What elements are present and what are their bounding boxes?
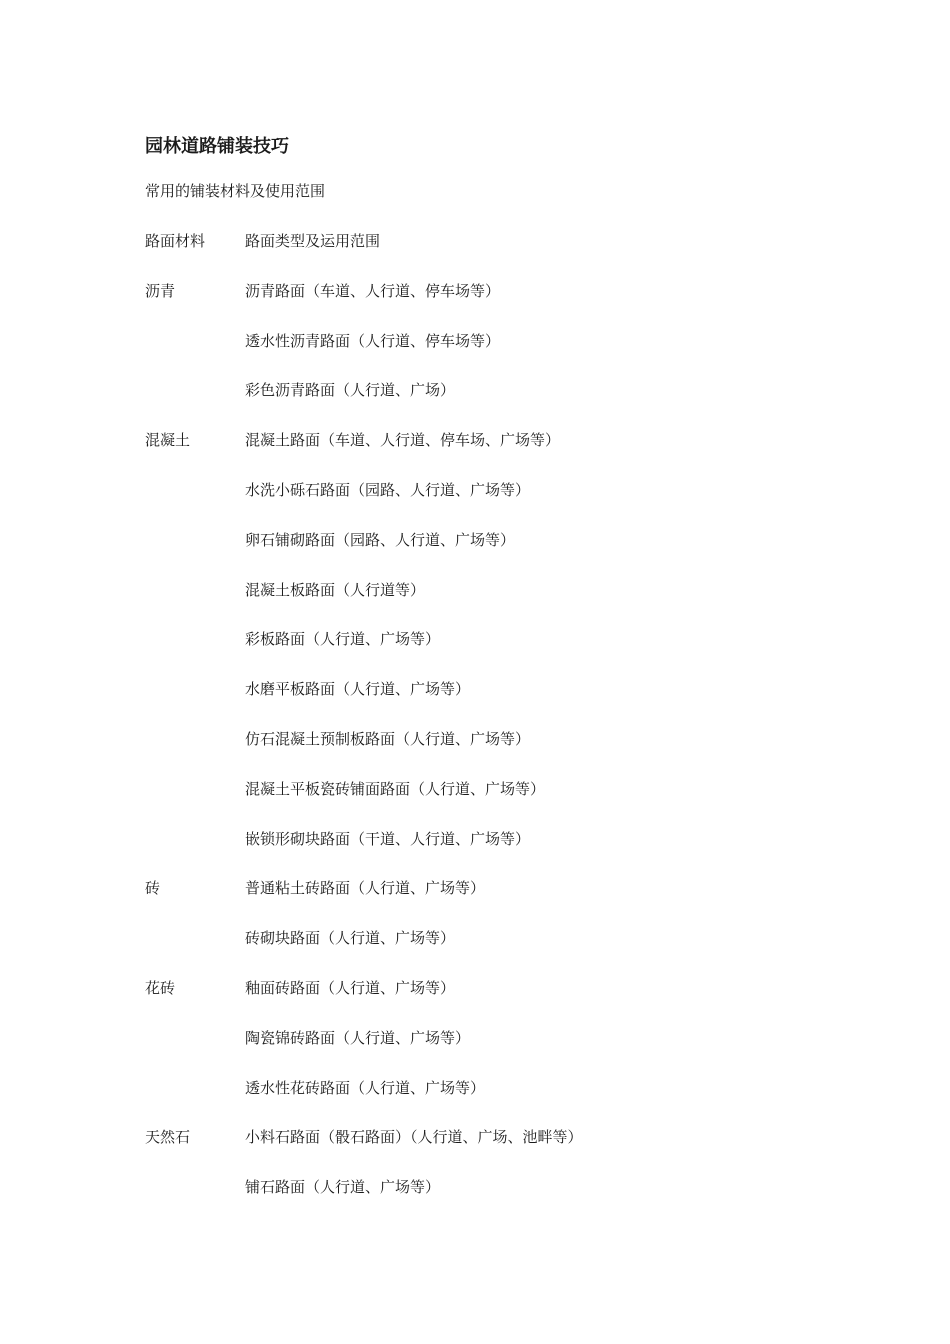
type-usage-cell: 彩板路面（人行道、广场等）	[245, 630, 441, 649]
type-usage-cell: 透水性花砖路面（人行道、广场等）	[245, 1078, 486, 1097]
table-row	[145, 828, 845, 878]
document-page	[145, 134, 845, 1226]
table-row	[145, 977, 845, 1027]
type-usage-cell: 陶瓷锦砖路面（人行道、广场等）	[245, 1028, 471, 1047]
table-header-row	[145, 230, 845, 280]
table-row	[145, 429, 845, 479]
table-row	[145, 280, 845, 330]
table-row	[145, 1027, 845, 1077]
type-usage-cell: 砖砌块路面（人行道、广场等）	[245, 929, 456, 948]
type-usage-cell: 沥青路面（车道、人行道、停车场等）	[245, 281, 501, 300]
type-usage-cell: 釉面砖路面（人行道、广场等）	[245, 978, 456, 997]
material-cell: 砖	[145, 879, 161, 898]
document-title: 园林道路铺装技巧	[145, 136, 289, 157]
table-body	[145, 280, 845, 1226]
material-cell: 混凝土	[145, 431, 191, 450]
type-usage-cell: 嵌锁形砌块路面（干道、人行道、广场等）	[245, 829, 531, 848]
table-row	[145, 1176, 845, 1226]
table-row	[145, 529, 845, 579]
type-usage-cell: 混凝土路面（车道、人行道、停车场、广场等）	[245, 431, 561, 450]
table-row	[145, 330, 845, 380]
type-usage-cell: 混凝土平板瓷砖铺面路面（人行道、广场等）	[245, 779, 546, 798]
type-usage-cell: 仿石混凝土预制板路面（人行道、广场等）	[245, 729, 531, 748]
table-row	[145, 479, 845, 529]
table-row	[145, 728, 845, 778]
table-row	[145, 678, 845, 728]
table-row	[145, 927, 845, 977]
document-subtitle: 常用的铺装材料及使用范围	[145, 182, 326, 200]
header-material: 路面材料	[145, 232, 206, 250]
type-usage-cell: 卵石铺砌路面（园路、人行道、广场等）	[245, 530, 516, 549]
material-cell: 天然石	[145, 1128, 191, 1147]
type-usage-cell: 铺石路面（人行道、广场等）	[245, 1178, 441, 1197]
table-row	[145, 1077, 845, 1127]
type-usage-cell: 水洗小砾石路面（园路、人行道、广场等）	[245, 480, 531, 499]
table-row	[145, 379, 845, 429]
type-usage-cell: 普通粘土砖路面（人行道、广场等）	[245, 879, 486, 898]
table-row	[145, 628, 845, 678]
type-usage-cell: 小料石路面（骰石路面）（人行道、广场、池畔等）	[245, 1128, 583, 1147]
table-row	[145, 778, 845, 828]
table-row	[145, 1126, 845, 1176]
material-cell: 花砖	[145, 978, 176, 997]
header-type-usage: 路面类型及运用范围	[245, 232, 381, 250]
type-usage-cell: 水磨平板路面（人行道、广场等）	[245, 680, 471, 699]
type-usage-cell: 混凝土板路面（人行道等）	[245, 580, 426, 599]
materials-table	[145, 230, 845, 1226]
material-cell: 沥青	[145, 281, 176, 300]
type-usage-cell: 彩色沥青路面（人行道、广场）	[245, 381, 456, 400]
table-row	[145, 579, 845, 629]
type-usage-cell: 透水性沥青路面（人行道、停车场等）	[245, 331, 501, 350]
table-row	[145, 877, 845, 927]
